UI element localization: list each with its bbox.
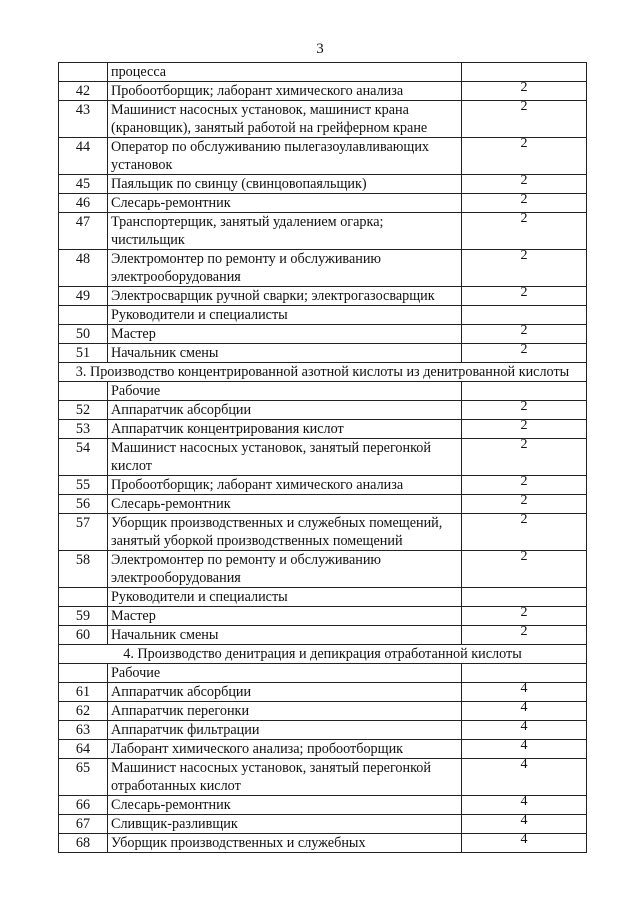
occupation-name: Машинист насосных установок, занятый перегонкой отработанных кислот bbox=[108, 759, 462, 796]
section-heading: 3. Производство концентрированной азотной кислоты из денитрованной кислоты bbox=[59, 363, 587, 382]
table-row bbox=[59, 63, 587, 82]
value-cell bbox=[462, 250, 587, 287]
leave-days-value: 2 bbox=[520, 248, 528, 263]
occupation-name: Электросварщик ручной сварки; электрогазосварщик bbox=[108, 287, 462, 306]
value-cell bbox=[462, 702, 587, 721]
table-row bbox=[59, 101, 587, 138]
value-cell bbox=[462, 834, 587, 853]
value-cell bbox=[462, 306, 587, 325]
row-number: 50 bbox=[59, 325, 108, 344]
occupation-name: Пробоотборщик; лаборант химического анализа bbox=[108, 476, 462, 495]
value-cell bbox=[462, 476, 587, 495]
row-number: 61 bbox=[59, 683, 108, 702]
occupation-name: Слесарь-ремонтник bbox=[108, 495, 462, 514]
leave-days-value: 2 bbox=[520, 624, 528, 639]
leave-days-value: 4 bbox=[520, 700, 528, 715]
table-row bbox=[59, 721, 587, 740]
value-cell bbox=[462, 815, 587, 834]
section-heading-row bbox=[59, 363, 587, 382]
leave-days-value: 4 bbox=[520, 832, 528, 847]
row-number: 67 bbox=[59, 815, 108, 834]
row-number-cell bbox=[59, 664, 108, 683]
row-number: 57 bbox=[59, 514, 108, 551]
row-number: 46 bbox=[59, 194, 108, 213]
occupation-name: Паяльщик по свинцу (свинцовопаяльщик) bbox=[108, 175, 462, 194]
occupation-name: Сливщик-разливщик bbox=[108, 815, 462, 834]
table-row bbox=[59, 175, 587, 194]
leave-days-value: 2 bbox=[520, 80, 528, 95]
leave-days-value: 2 bbox=[520, 136, 528, 151]
leave-days-value: 2 bbox=[520, 173, 528, 188]
leave-days-value: 4 bbox=[520, 719, 528, 734]
row-number: 44 bbox=[59, 138, 108, 175]
value-cell bbox=[462, 626, 587, 645]
row-number: 64 bbox=[59, 740, 108, 759]
value-cell bbox=[462, 194, 587, 213]
value-cell bbox=[462, 721, 587, 740]
row-number: 58 bbox=[59, 551, 108, 588]
category-subheading: Рабочие bbox=[108, 664, 462, 683]
value-cell bbox=[462, 82, 587, 101]
table-row bbox=[59, 250, 587, 287]
table-row bbox=[59, 287, 587, 306]
occupation-name: Аппаратчик фильтрации bbox=[108, 721, 462, 740]
occupation-name: Уборщик производственных и служебных помещений, занятый уборкой производственных помещений bbox=[108, 514, 462, 551]
leave-days-value: 2 bbox=[520, 342, 528, 357]
occupation-name: Аппаратчик абсорбции bbox=[108, 401, 462, 420]
row-number: 54 bbox=[59, 439, 108, 476]
value-cell bbox=[462, 325, 587, 344]
row-number: 66 bbox=[59, 796, 108, 815]
row-number-cell bbox=[59, 306, 108, 325]
value-cell bbox=[462, 439, 587, 476]
occupation-name: Начальник смены bbox=[108, 626, 462, 645]
table-row bbox=[59, 138, 587, 175]
leave-days-value: 2 bbox=[520, 418, 528, 433]
leave-days-value: 2 bbox=[520, 474, 528, 489]
value-cell bbox=[462, 683, 587, 702]
value-cell bbox=[462, 63, 587, 82]
value-cell bbox=[462, 175, 587, 194]
leave-days-value: 2 bbox=[520, 549, 528, 564]
value-cell bbox=[462, 740, 587, 759]
occupation-name: Пробоотборщик; лаборант химического анализа bbox=[108, 82, 462, 101]
row-number: 59 bbox=[59, 607, 108, 626]
table-row bbox=[59, 401, 587, 420]
table-row bbox=[59, 325, 587, 344]
leave-days-value: 2 bbox=[520, 323, 528, 338]
category-subheading: Рабочие bbox=[108, 382, 462, 401]
leave-days-value: 2 bbox=[520, 99, 528, 114]
row-number: 63 bbox=[59, 721, 108, 740]
occupation-name: Электромонтер по ремонту и обслуживанию электрооборудования bbox=[108, 250, 462, 287]
row-number: 56 bbox=[59, 495, 108, 514]
value-cell bbox=[462, 420, 587, 439]
section-heading: 4. Производство денитрация и депикрация отработанной кислоты bbox=[59, 645, 587, 664]
table-row bbox=[59, 476, 587, 495]
leave-days-value: 2 bbox=[520, 285, 528, 300]
row-number: 49 bbox=[59, 287, 108, 306]
table-row bbox=[59, 683, 587, 702]
table-row bbox=[59, 702, 587, 721]
table-row bbox=[59, 495, 587, 514]
leave-days-value: 4 bbox=[520, 738, 528, 753]
table-row bbox=[59, 815, 587, 834]
row-number-cell bbox=[59, 382, 108, 401]
table-row bbox=[59, 759, 587, 796]
value-cell bbox=[462, 551, 587, 588]
category-subheading: Руководители и специалисты bbox=[108, 588, 462, 607]
row-number: 68 bbox=[59, 834, 108, 853]
value-cell bbox=[462, 382, 587, 401]
occupation-name: Мастер bbox=[108, 325, 462, 344]
row-number bbox=[59, 63, 108, 82]
value-cell bbox=[462, 101, 587, 138]
row-number: 65 bbox=[59, 759, 108, 796]
row-number: 51 bbox=[59, 344, 108, 363]
occupation-name: Аппаратчик концентрирования кислот bbox=[108, 420, 462, 439]
row-number: 62 bbox=[59, 702, 108, 721]
value-cell bbox=[462, 759, 587, 796]
subheading-row bbox=[59, 664, 587, 683]
table-row bbox=[59, 344, 587, 363]
occupation-name: Уборщик производственных и служебных bbox=[108, 834, 462, 853]
leave-days-value: 2 bbox=[520, 211, 528, 226]
occupation-name: Машинист насосных установок, занятый перегонкой кислот bbox=[108, 439, 462, 476]
value-cell bbox=[462, 664, 587, 683]
table-row bbox=[59, 514, 587, 551]
occupation-table bbox=[58, 62, 587, 853]
row-number: 42 bbox=[59, 82, 108, 101]
value-cell bbox=[462, 401, 587, 420]
leave-days-value: 4 bbox=[520, 794, 528, 809]
leave-days-value: 2 bbox=[520, 192, 528, 207]
value-cell bbox=[462, 607, 587, 626]
table-row bbox=[59, 82, 587, 101]
leave-days-value: 4 bbox=[520, 681, 528, 696]
value-cell bbox=[462, 495, 587, 514]
subheading-row bbox=[59, 588, 587, 607]
table-row bbox=[59, 834, 587, 853]
occupation-name: процесса bbox=[108, 63, 462, 82]
leave-days-value: 2 bbox=[520, 605, 528, 620]
row-number: 60 bbox=[59, 626, 108, 645]
row-number-cell bbox=[59, 588, 108, 607]
occupation-name: Аппаратчик абсорбции bbox=[108, 683, 462, 702]
occupation-name: Слесарь-ремонтник bbox=[108, 796, 462, 815]
table-row bbox=[59, 439, 587, 476]
occupation-name: Лаборант химического анализа; пробоотборщик bbox=[108, 740, 462, 759]
occupation-name: Оператор по обслуживанию пылегазоулавливающих установок bbox=[108, 138, 462, 175]
occupation-name: Транспортерщик, занятый удалением огарка; чистильщик bbox=[108, 213, 462, 250]
row-number: 43 bbox=[59, 101, 108, 138]
value-cell bbox=[462, 344, 587, 363]
table-row bbox=[59, 626, 587, 645]
row-number: 55 bbox=[59, 476, 108, 495]
table-row bbox=[59, 194, 587, 213]
occupation-name: Аппаратчик перегонки bbox=[108, 702, 462, 721]
page-number: 3 bbox=[316, 41, 324, 57]
row-number: 48 bbox=[59, 250, 108, 287]
value-cell bbox=[462, 514, 587, 551]
section-heading-row bbox=[59, 645, 587, 664]
value-cell bbox=[462, 213, 587, 250]
table-row bbox=[59, 740, 587, 759]
category-subheading: Руководители и специалисты bbox=[108, 306, 462, 325]
leave-days-value: 2 bbox=[520, 512, 528, 527]
table-row bbox=[59, 607, 587, 626]
row-number: 45 bbox=[59, 175, 108, 194]
leave-days-value: 2 bbox=[520, 399, 528, 414]
occupation-name: Электромонтер по ремонту и обслуживанию электрооборудования bbox=[108, 551, 462, 588]
value-cell bbox=[462, 287, 587, 306]
value-cell bbox=[462, 796, 587, 815]
leave-days-value: 2 bbox=[520, 493, 528, 508]
table-row bbox=[59, 551, 587, 588]
subheading-row bbox=[59, 306, 587, 325]
table-row bbox=[59, 420, 587, 439]
row-number: 52 bbox=[59, 401, 108, 420]
table-row bbox=[59, 796, 587, 815]
leave-days-value: 4 bbox=[520, 813, 528, 828]
table-body bbox=[59, 63, 587, 853]
occupation-name: Слесарь-ремонтник bbox=[108, 194, 462, 213]
table-row bbox=[59, 213, 587, 250]
leave-days-value: 4 bbox=[520, 757, 528, 772]
occupation-name: Машинист насосных установок, машинист крана (крановщик), занятый работой на грейферном кране bbox=[108, 101, 462, 138]
row-number: 47 bbox=[59, 213, 108, 250]
occupation-name: Начальник смены bbox=[108, 344, 462, 363]
value-cell bbox=[462, 588, 587, 607]
leave-days-value: 2 bbox=[520, 437, 528, 452]
row-number: 53 bbox=[59, 420, 108, 439]
occupation-name: Мастер bbox=[108, 607, 462, 626]
subheading-row bbox=[59, 382, 587, 401]
value-cell bbox=[462, 138, 587, 175]
